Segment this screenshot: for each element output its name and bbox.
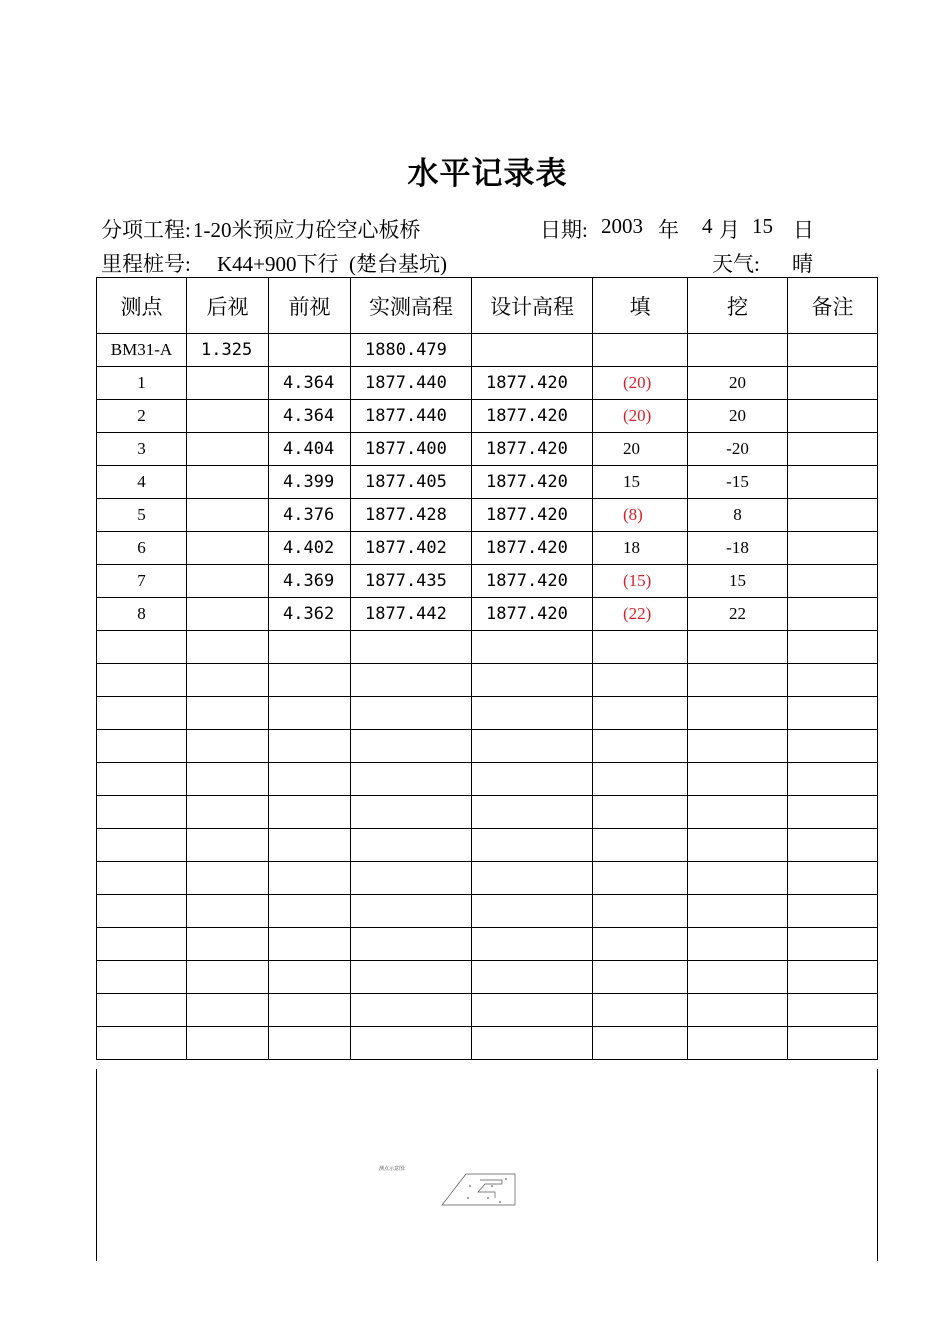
cell-point: BM31-A: [97, 334, 187, 367]
empty-cell: [97, 829, 187, 862]
cell-backsight: [187, 598, 269, 631]
empty-cell: [269, 697, 351, 730]
cell-point: 1: [97, 367, 187, 400]
empty-cell: [472, 928, 593, 961]
empty-cell: [97, 994, 187, 1027]
empty-cell: [187, 862, 269, 895]
empty-cell: [187, 796, 269, 829]
empty-cell: [97, 631, 187, 664]
empty-cell: [97, 1027, 187, 1060]
empty-cell: [269, 763, 351, 796]
cell-measured-elevation: 1877.402: [351, 532, 472, 565]
empty-cell: [97, 862, 187, 895]
cell-backsight: [187, 367, 269, 400]
cell-cut: -18: [688, 532, 788, 565]
table-row: [97, 367, 878, 400]
empty-table-row: [97, 697, 878, 730]
cell-backsight: [187, 532, 269, 565]
empty-cell: [269, 631, 351, 664]
sketch-label: 测点示意图:: [379, 1166, 406, 1172]
empty-cell: [688, 631, 788, 664]
empty-cell: [351, 928, 472, 961]
empty-cell: [187, 994, 269, 1027]
cell-backsight: [187, 400, 269, 433]
empty-table-row: [97, 664, 878, 697]
point-layout-sketch: [440, 1172, 520, 1208]
empty-table-row: [97, 994, 878, 1027]
cell-note: [788, 532, 878, 565]
empty-cell: [97, 697, 187, 730]
empty-cell: [688, 697, 788, 730]
empty-table-row: [97, 763, 878, 796]
level-record-table: [96, 277, 878, 1060]
cell-design-elevation: 1877.420: [472, 532, 593, 565]
empty-cell: [351, 829, 472, 862]
table-row: [97, 334, 878, 367]
cell-design-elevation: 1877.420: [472, 433, 593, 466]
empty-cell: [351, 697, 472, 730]
empty-cell: [472, 994, 593, 1027]
weather-label: 天气:: [712, 252, 760, 276]
project-label: 分项工程:: [101, 218, 191, 242]
header-foresight: 前视: [269, 278, 351, 334]
empty-cell: [187, 1027, 269, 1060]
empty-cell: [788, 763, 878, 796]
empty-cell: [97, 664, 187, 697]
cell-cut: 22: [688, 598, 788, 631]
empty-cell: [269, 895, 351, 928]
empty-cell: [351, 994, 472, 1027]
empty-cell: [788, 994, 878, 1027]
empty-cell: [788, 796, 878, 829]
day-unit: 日: [793, 218, 814, 242]
empty-cell: [187, 928, 269, 961]
cell-design-elevation: 1877.420: [472, 367, 593, 400]
empty-cell: [269, 928, 351, 961]
empty-table-row: [97, 631, 878, 664]
header-note: 备注: [788, 278, 878, 334]
empty-cell: [472, 697, 593, 730]
empty-cell: [187, 664, 269, 697]
empty-cell: [593, 796, 688, 829]
empty-cell: [187, 961, 269, 994]
cell-point: 5: [97, 499, 187, 532]
header-measured-elevation: 实测高程: [351, 278, 472, 334]
empty-table-row: [97, 862, 878, 895]
empty-cell: [472, 862, 593, 895]
cell-fill: (22): [593, 598, 688, 631]
empty-cell: [688, 994, 788, 1027]
empty-cell: [788, 697, 878, 730]
cell-cut: 8: [688, 499, 788, 532]
empty-cell: [688, 1027, 788, 1060]
month-unit: 月: [719, 218, 740, 242]
empty-cell: [472, 961, 593, 994]
empty-cell: [269, 730, 351, 763]
cell-design-elevation: 1877.420: [472, 598, 593, 631]
table-row: [97, 565, 878, 598]
empty-cell: [187, 730, 269, 763]
empty-cell: [788, 895, 878, 928]
empty-cell: [593, 631, 688, 664]
empty-cell: [269, 829, 351, 862]
empty-cell: [688, 829, 788, 862]
cell-fill: [593, 334, 688, 367]
empty-cell: [788, 730, 878, 763]
cell-foresight: 4.404: [269, 433, 351, 466]
cell-cut: 20: [688, 367, 788, 400]
empty-cell: [187, 631, 269, 664]
empty-cell: [593, 961, 688, 994]
empty-cell: [351, 1027, 472, 1060]
cell-foresight: 4.364: [269, 367, 351, 400]
cell-design-elevation: [472, 334, 593, 367]
header-design-elevation: 设计高程: [472, 278, 593, 334]
empty-cell: [788, 862, 878, 895]
empty-cell: [97, 928, 187, 961]
cell-note: [788, 499, 878, 532]
station-label: 里程桩号:: [101, 252, 191, 276]
empty-cell: [187, 697, 269, 730]
empty-cell: [688, 730, 788, 763]
table-header-row: [97, 278, 878, 334]
cell-fill: 15: [593, 466, 688, 499]
cell-measured-elevation: 1880.479: [351, 334, 472, 367]
empty-cell: [351, 763, 472, 796]
empty-cell: [472, 664, 593, 697]
empty-cell: [688, 796, 788, 829]
empty-cell: [688, 664, 788, 697]
cell-note: [788, 565, 878, 598]
cell-measured-elevation: 1877.442: [351, 598, 472, 631]
cell-point: 2: [97, 400, 187, 433]
cell-point: 8: [97, 598, 187, 631]
cell-measured-elevation: 1877.435: [351, 565, 472, 598]
date-day: 15: [752, 214, 773, 238]
empty-table-row: [97, 961, 878, 994]
empty-cell: [593, 730, 688, 763]
empty-cell: [97, 730, 187, 763]
sketch-area: [96, 1069, 878, 1261]
empty-cell: [593, 829, 688, 862]
cell-fill: (8): [593, 499, 688, 532]
year-unit: 年: [658, 218, 679, 242]
date-label: 日期:: [540, 218, 588, 242]
header-backsight: 后视: [187, 278, 269, 334]
empty-cell: [788, 961, 878, 994]
cell-backsight: [187, 433, 269, 466]
empty-cell: [269, 664, 351, 697]
cell-fill: (20): [593, 400, 688, 433]
cell-note: [788, 400, 878, 433]
empty-cell: [269, 1027, 351, 1060]
cell-note: [788, 466, 878, 499]
empty-table-row: [97, 928, 878, 961]
empty-cell: [688, 961, 788, 994]
empty-cell: [593, 697, 688, 730]
header-cut: 挖: [688, 278, 788, 334]
empty-cell: [97, 796, 187, 829]
empty-cell: [187, 829, 269, 862]
empty-cell: [593, 763, 688, 796]
empty-cell: [593, 862, 688, 895]
cell-design-elevation: 1877.420: [472, 565, 593, 598]
empty-table-row: [97, 796, 878, 829]
empty-cell: [97, 763, 187, 796]
cell-foresight: 4.364: [269, 400, 351, 433]
cell-point: 6: [97, 532, 187, 565]
empty-cell: [472, 829, 593, 862]
table-row: [97, 499, 878, 532]
empty-cell: [472, 1027, 593, 1060]
cell-foresight: 4.402: [269, 532, 351, 565]
empty-cell: [472, 730, 593, 763]
cell-fill: 18: [593, 532, 688, 565]
empty-cell: [593, 1027, 688, 1060]
cell-note: [788, 367, 878, 400]
cell-design-elevation: 1877.420: [472, 499, 593, 532]
date-month: 4: [702, 214, 713, 238]
cell-design-elevation: 1877.420: [472, 400, 593, 433]
empty-cell: [593, 895, 688, 928]
empty-cell: [472, 763, 593, 796]
empty-cell: [788, 1027, 878, 1060]
cell-measured-elevation: 1877.428: [351, 499, 472, 532]
empty-cell: [472, 895, 593, 928]
cell-point: 7: [97, 565, 187, 598]
cell-foresight: [269, 334, 351, 367]
cell-foresight: 4.399: [269, 466, 351, 499]
project-value: 1-20米预应力砼空心板桥: [193, 218, 421, 242]
empty-table-row: [97, 895, 878, 928]
empty-cell: [187, 895, 269, 928]
empty-cell: [688, 928, 788, 961]
header-fill: 填: [593, 278, 688, 334]
cell-fill: (20): [593, 367, 688, 400]
cell-note: [788, 598, 878, 631]
empty-cell: [351, 631, 472, 664]
date-year: 2003: [601, 214, 643, 238]
cell-point: 4: [97, 466, 187, 499]
cell-measured-elevation: 1877.440: [351, 400, 472, 433]
cell-foresight: 4.362: [269, 598, 351, 631]
empty-cell: [351, 730, 472, 763]
empty-cell: [472, 796, 593, 829]
cell-note: [788, 334, 878, 367]
empty-cell: [788, 928, 878, 961]
empty-cell: [97, 961, 187, 994]
empty-cell: [688, 862, 788, 895]
cell-fill: 20: [593, 433, 688, 466]
header-point: 测点: [97, 278, 187, 334]
empty-cell: [472, 631, 593, 664]
cell-cut: [688, 334, 788, 367]
empty-cell: [269, 961, 351, 994]
empty-cell: [351, 895, 472, 928]
cell-foresight: 4.369: [269, 565, 351, 598]
empty-cell: [351, 862, 472, 895]
empty-cell: [351, 796, 472, 829]
empty-cell: [187, 763, 269, 796]
empty-cell: [788, 631, 878, 664]
cell-measured-elevation: 1877.440: [351, 367, 472, 400]
cell-measured-elevation: 1877.405: [351, 466, 472, 499]
cell-point: 3: [97, 433, 187, 466]
weather-value: 晴: [792, 252, 813, 276]
empty-cell: [788, 829, 878, 862]
empty-cell: [688, 763, 788, 796]
cell-backsight: [187, 466, 269, 499]
cell-cut: 20: [688, 400, 788, 433]
empty-cell: [351, 664, 472, 697]
table-row: [97, 532, 878, 565]
empty-cell: [97, 895, 187, 928]
cell-cut: 15: [688, 565, 788, 598]
empty-cell: [269, 796, 351, 829]
empty-table-row: [97, 829, 878, 862]
station-value: K44+900下行 (楚台基坑): [217, 252, 447, 276]
cell-cut: -20: [688, 433, 788, 466]
cell-design-elevation: 1877.420: [472, 466, 593, 499]
cell-note: [788, 433, 878, 466]
empty-cell: [351, 961, 472, 994]
cell-backsight: [187, 565, 269, 598]
empty-table-row: [97, 1027, 878, 1060]
cell-foresight: 4.376: [269, 499, 351, 532]
table-row: [97, 433, 878, 466]
empty-cell: [269, 994, 351, 1027]
table-row: [97, 400, 878, 433]
cell-backsight: [187, 499, 269, 532]
cell-cut: -15: [688, 466, 788, 499]
empty-cell: [788, 664, 878, 697]
cell-backsight: 1.325: [187, 334, 269, 367]
table-row: [97, 598, 878, 631]
cell-fill: (15): [593, 565, 688, 598]
page-title: 水平记录表: [407, 156, 568, 191]
empty-cell: [593, 664, 688, 697]
cell-measured-elevation: 1877.400: [351, 433, 472, 466]
empty-cell: [593, 928, 688, 961]
empty-table-row: [97, 730, 878, 763]
empty-cell: [593, 994, 688, 1027]
table-row: [97, 466, 878, 499]
empty-cell: [269, 862, 351, 895]
empty-cell: [688, 895, 788, 928]
